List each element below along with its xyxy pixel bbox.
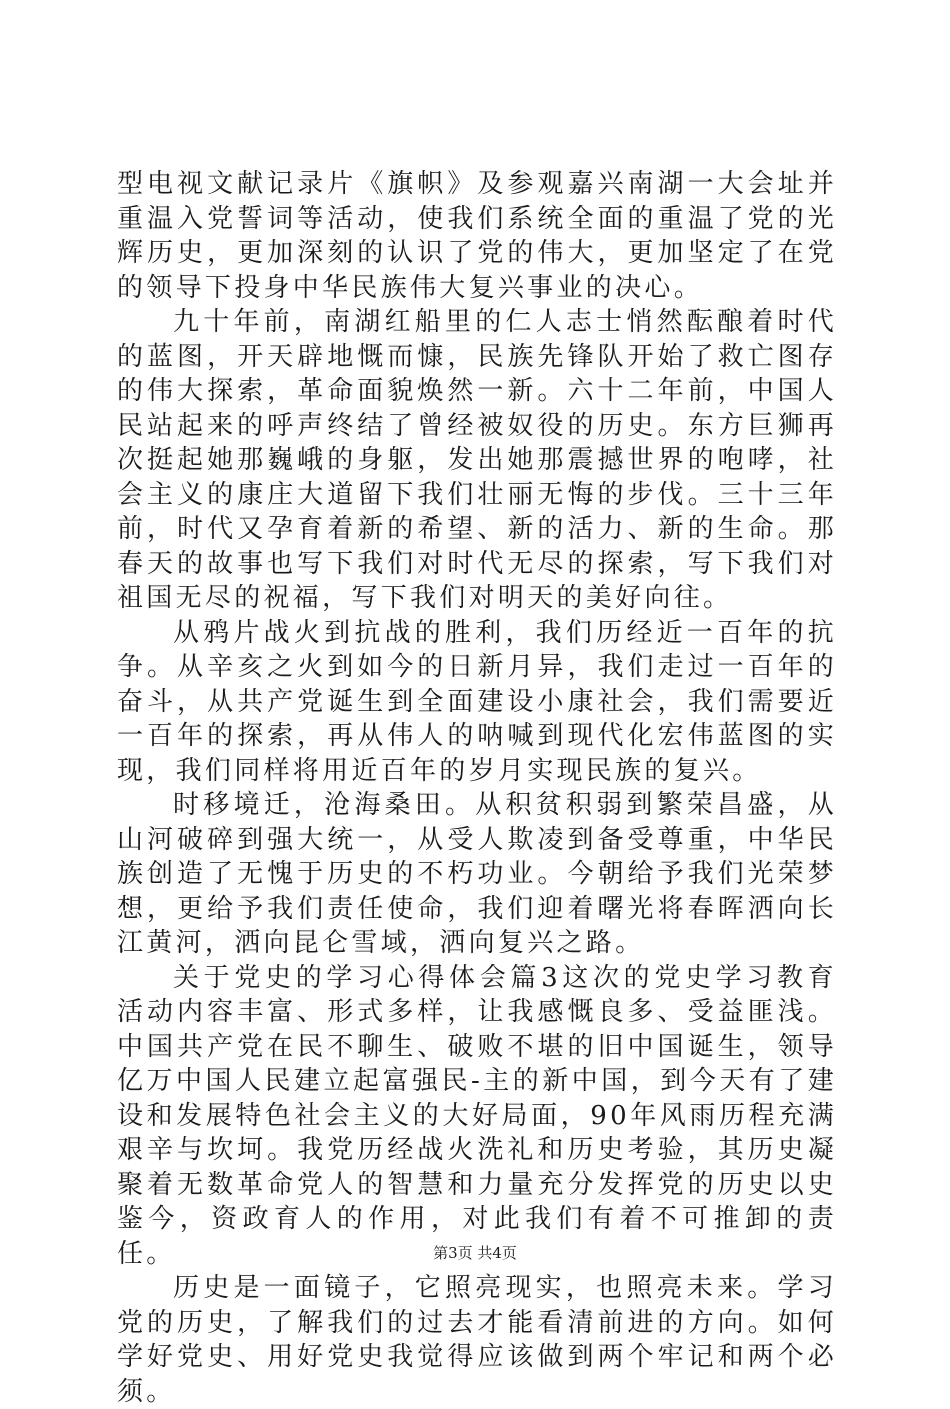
paragraph: 时移境迁，沧海桑田。从积贫积弱到繁荣昌盛，从山河破碎到强大统一，从受人欺凌到备受尊重，中华民族创造了无愧于历史的不朽功业。今朝给予我们光荣梦想，更给予我们责任使命，我们迎着曙光将春晖洒向长江黄河，洒向昆仑雪域，洒向复兴之路。 <box>117 790 837 958</box>
paragraph-continuation: 型电视文献记录片《旗帜》及参观嘉兴南湖一大会址并重温入党誓词等活动，使我们系统全面的重温了党的光辉历史，更加深刻的认识了党的伟大，更加坚定了在党的领导下投身中华民族伟大复兴事业的决心。 <box>117 169 837 303</box>
page-number-footer: 第3页 共4页 <box>433 1244 517 1262</box>
paragraph: 从鸦片战火到抗战的胜利，我们历经近一百年的抗争。从辛亥之火到如今的日新月异，我们走过一百年的奋斗，从共产党诞生到全面建设小康社会，我们需要近一百年的探索，再从伟人的呐喊到现代化宏伟蓝图的实现，我们同样将用近百年的岁月实现民族的复兴。 <box>117 617 837 786</box>
paragraph: 历史是一面镜子，它照亮现实，也照亮未来。学习党的历史，了解我们的过去才能看清前进的方向。如何学好党史、用好党史我觉得应该做到两个牢记和两个必须。 <box>117 1273 837 1407</box>
paragraph: 关于党史的学习心得体会篇3这次的党史学习教育活动内容丰富、形式多样，让我感慨良多、受益匪浅。中国共产党在民不聊生、破败不堪的旧中国诞生，领导亿万中国人民建立起富强民-主的新中国，到今天有了建设和发展特色社会主义的大好局面，90年风雨历程充满艰辛与坎坷。我党历经战火洗礼和历史考验，其历史凝聚着无数革命党人的智慧和力量充分发挥党的历史以史鉴今，资政育人的作用，对此我们有着不可推卸的责任。 <box>117 962 837 1269</box>
document-body <box>117 167 837 1409</box>
paragraph: 九十年前，南湖红船里的仁人志士悄然酝酿着时代的蓝图，开天辟地慨而慷，民族先锋队开始了救亡图存的伟大探索，革命面貌焕然一新。六十二年前，中国人民站起来的呼声终结了曾经被奴役的历史。东方巨狮再次挺起她那巍峨的身躯，发出她那震撼世界的咆哮，社会主义的康庄大道留下我们壮丽无悔的步伐。三十三年前，时代又孕育着新的希望、新的活力、新的生命。那春天的故事也写下我们对时代无尽的探索，写下我们对祖国无尽的祝福，写下我们对明天的美好向往。 <box>117 307 837 613</box>
